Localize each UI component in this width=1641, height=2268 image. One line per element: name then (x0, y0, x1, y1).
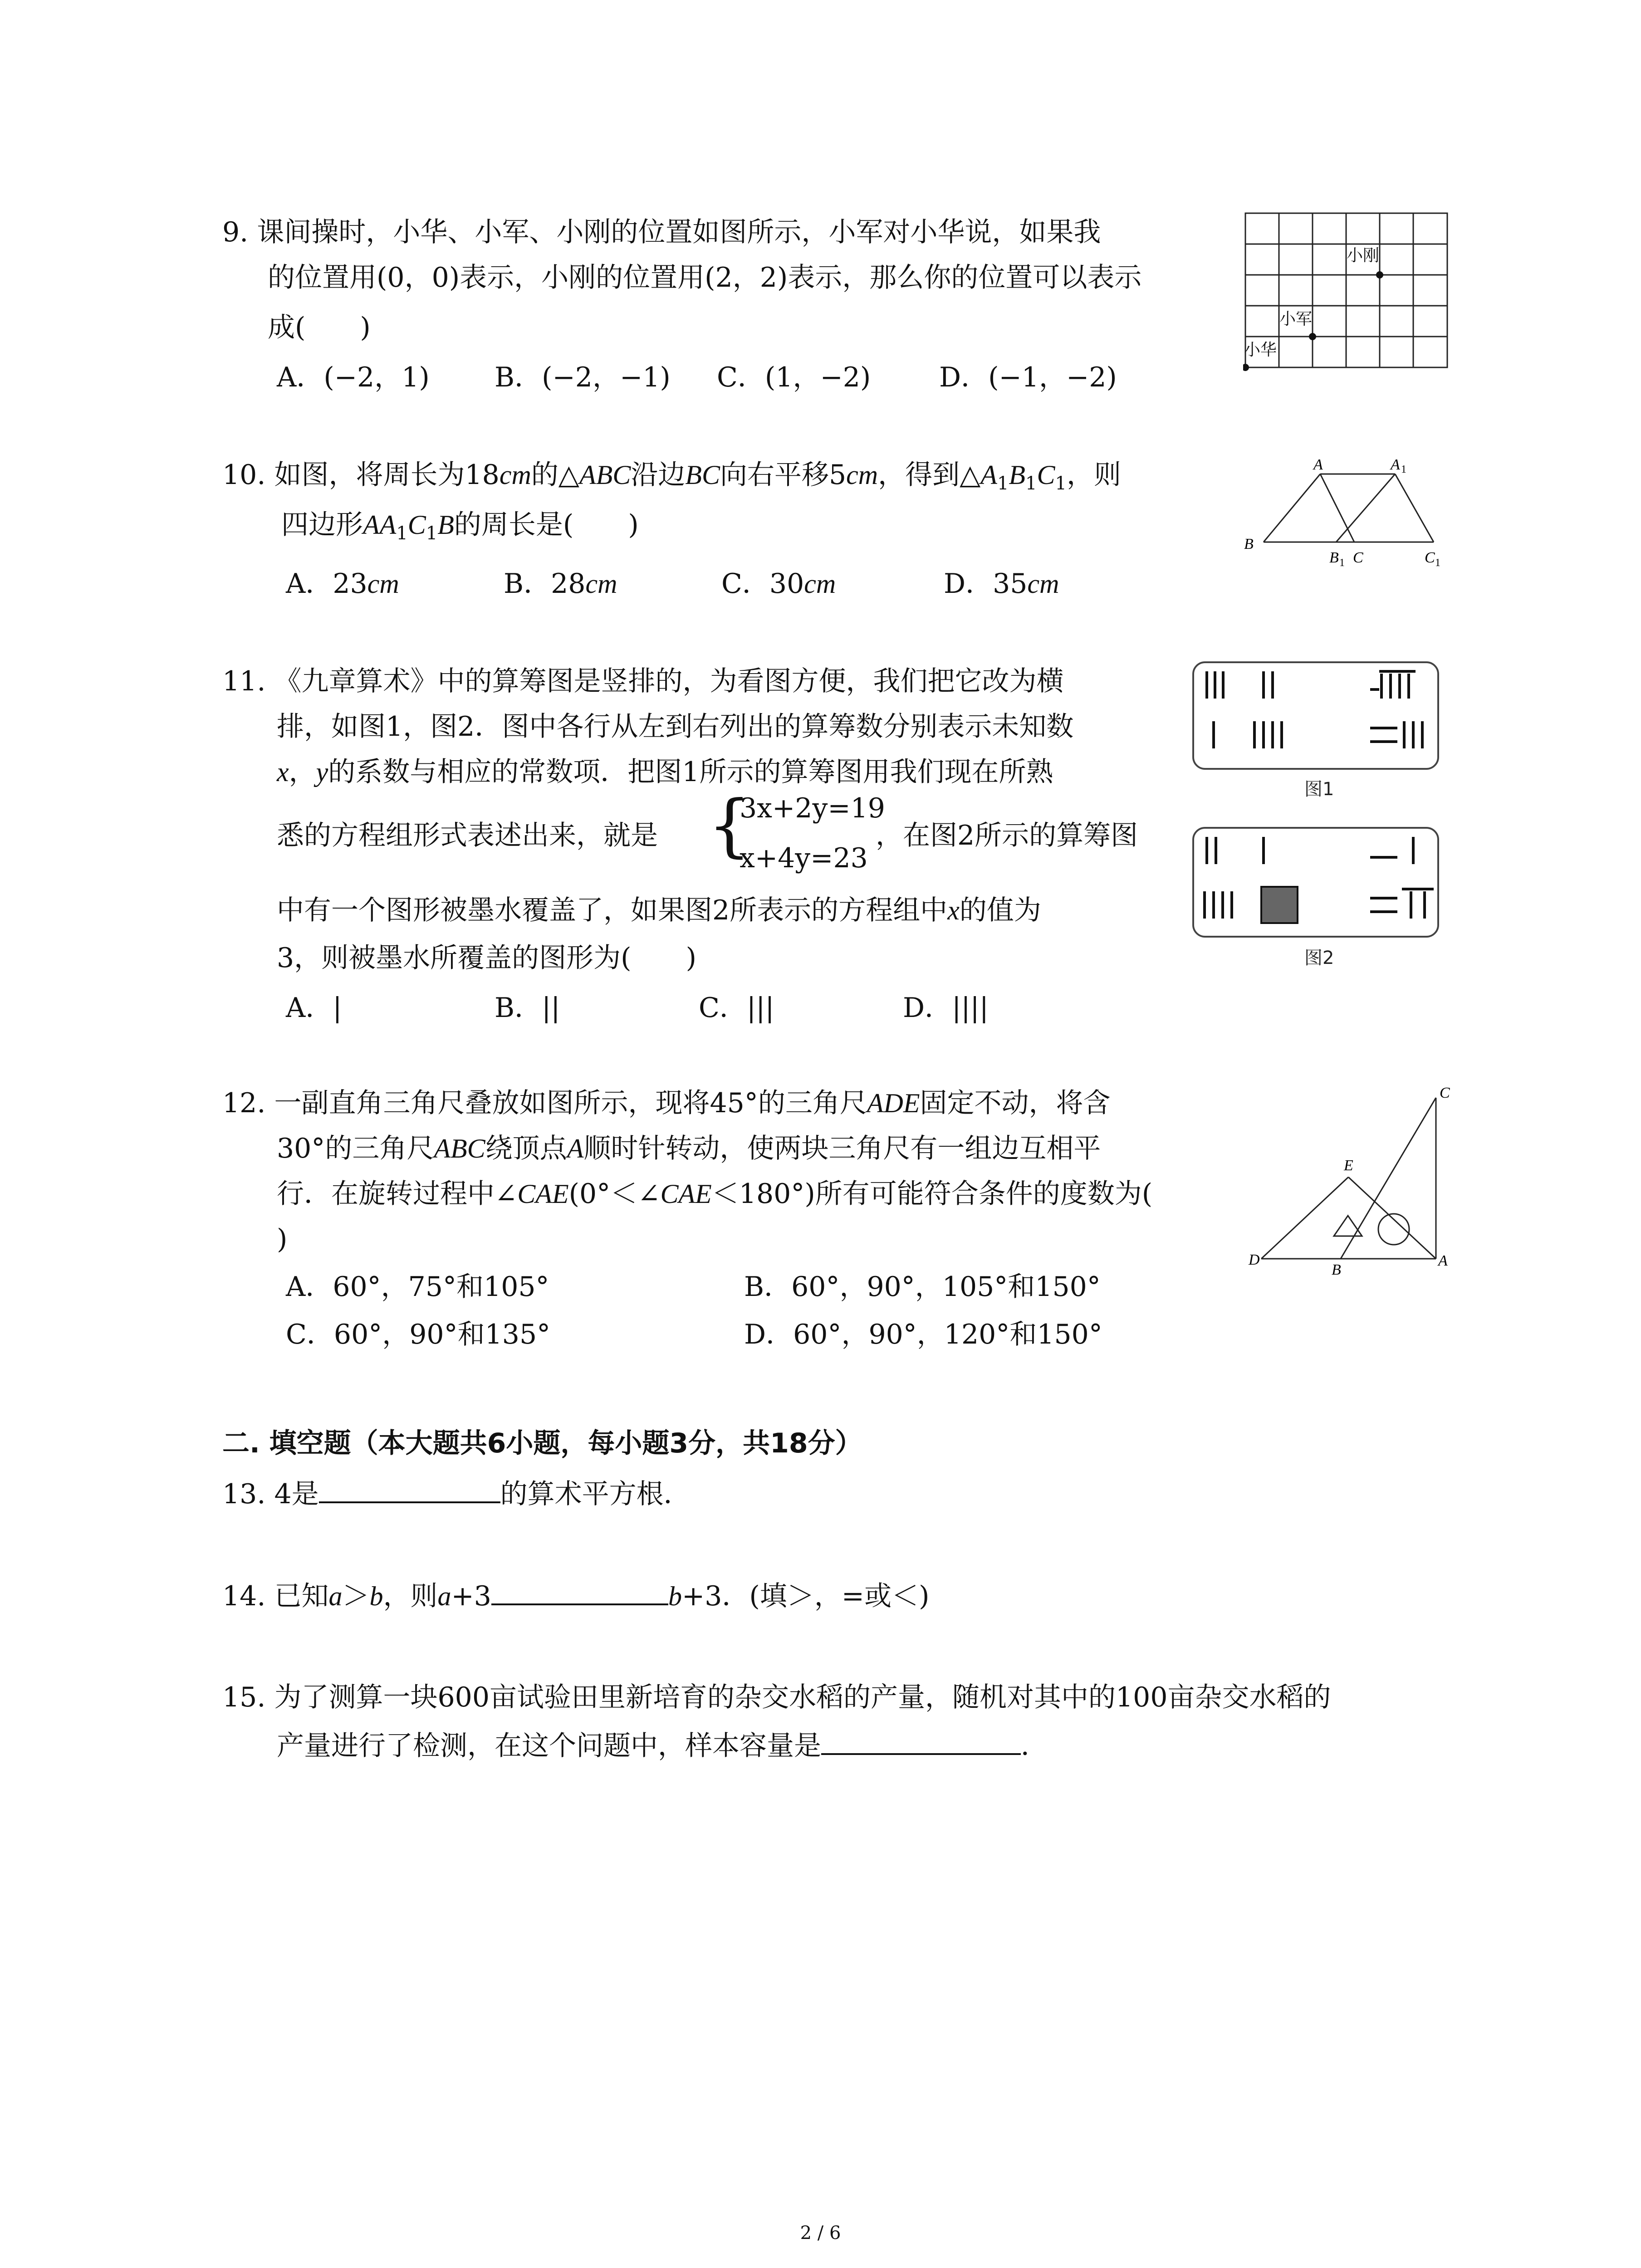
ink-covered-square (1261, 887, 1298, 923)
q11-counting-rods-figures (1189, 660, 1443, 987)
svg-text:E: E (1344, 1157, 1353, 1174)
q11-line-4-end: ，在图2所示的算筹图 (876, 820, 1138, 851)
q15-line-1: 15. 为了测算一块600亩试验田里新培育的杂交水稻的产量，随机对其中的100亩杂交水稻的 (222, 1681, 1331, 1713)
q11-line-2: 排，如图1，图2．图中各行从左到右列出的算筹数分别表示未知数 (277, 711, 1074, 743)
q11-option-a: A．| (286, 992, 342, 1024)
svg-text:B: B (1329, 549, 1339, 566)
svg-text:1: 1 (1435, 557, 1440, 569)
svg-text:B: B (1244, 536, 1254, 552)
q11-line-5: 中有一个图形被墨水覆盖了，如果图2所表示的方程组中x的值为 (277, 894, 1041, 926)
svg-text:B: B (1332, 1261, 1341, 1275)
q12-option-d: D．60°，90°，120°和150° (744, 1319, 1102, 1350)
q12-option-a: A．60°，75°和105° (286, 1271, 549, 1303)
q12-line-2: 30°的三角尺ABC绕顶点A顺时针转动，使两块三角尺有一组边互相平 (277, 1133, 1101, 1164)
q10-option-a: A．23cm (286, 568, 399, 600)
q10-option-c: C．30cm (721, 568, 836, 600)
q14-line: 14. 已知a＞b，则a+3 b+3．(填＞，=或＜) (222, 1576, 930, 1615)
q11-line-6: 3，则被墨水所覆盖的图形为( ) (277, 942, 696, 974)
q9-option-d: D．(−1，−2) (939, 362, 1117, 393)
q11-line-3: x，y的系数与相应的常数项．把图1所示的算筹图用我们现在所熟 (277, 756, 1053, 788)
q9-grid-figure (1243, 211, 1452, 374)
q13-answer-blank[interactable] (319, 1474, 500, 1503)
q9-label-xiaogang: 小刚 (1347, 246, 1380, 265)
svg-text:C: C (1353, 549, 1363, 566)
q9-label-xiaojun: 小军 (1279, 310, 1313, 328)
svg-text:A: A (1391, 456, 1400, 473)
q11-system-brace: { (708, 786, 751, 865)
q9-option-a: A．(−2，1) (277, 362, 430, 393)
section-2-heading: 二. 填空题（本大题共6小题，每小题3分，共18分） (222, 1427, 862, 1459)
q15-answer-blank[interactable] (821, 1726, 1021, 1755)
q12-line-1: 12. 一副直角三角尺叠放如图所示，现将45°的三角尺ADE固定不动，将含 (222, 1087, 1111, 1119)
svg-text:C: C (1440, 1085, 1450, 1101)
q12-line-4: ) (277, 1223, 288, 1255)
q10-option-d: D．35cm (944, 568, 1059, 600)
q10-option-b: B．28cm (504, 568, 617, 600)
q11-option-b: B．|| (495, 992, 560, 1024)
q11-line-1: 11. 《九章算术》中的算筹图是竖排的，为看图方便，我们把它改为横 (222, 665, 1064, 697)
svg-text:D: D (1249, 1251, 1260, 1268)
q14-answer-blank[interactable] (491, 1576, 668, 1605)
q15-line-2: 产量进行了检测，在这个问题中，样本容量是 ． (277, 1726, 1048, 1765)
q11-option-c: C．||| (699, 992, 774, 1024)
q10-line-1: 10. 如图，将周长为18cm的△ABC沿边BC向右平移5cm，得到$\triangle A_1B_1C_1$，则 (222, 459, 1121, 494)
q9-option-c: C．(1，−2) (717, 362, 871, 393)
q9-line-2: 的位置用(0，0)表示，小刚的位置用(2，2)表示，那么你的位置可以表示 (268, 262, 1142, 293)
svg-text:A: A (1313, 456, 1323, 473)
q9-option-b: B．(−2，−1) (495, 362, 671, 393)
q9-label-xiaohua: 小华 (1244, 341, 1277, 359)
svg-text:1: 1 (1401, 464, 1406, 475)
svg-text:A: A (1438, 1252, 1448, 1269)
q11-equation-2: x+4y=23 (740, 842, 868, 874)
svg-text:1: 1 (1339, 557, 1345, 569)
q11-line-4: 悉的方程组形式表述出来，就是 (277, 820, 658, 851)
page-number: 2 / 6 (800, 2223, 841, 2244)
q9-line-3: 成( ) (268, 312, 371, 343)
q12-line-3: 行．在旋转过程中∠CAE(0°＜∠CAE＜180°)所有可能符合条件的度数为( (277, 1178, 1153, 1210)
fig2-caption: 图2 (1304, 948, 1334, 968)
q11-option-d: D．|||| (903, 992, 989, 1024)
q11-equation-1: 3x+2y=19 (740, 792, 885, 824)
svg-text:C: C (1425, 549, 1435, 566)
q10-line-2: 四边形$AA_1C_1B$的周长是( ) (281, 509, 639, 544)
fig1-caption: 图1 (1304, 779, 1334, 800)
q12-triangles-figure (1243, 1080, 1456, 1275)
q12-option-c: C．60°，90°和135° (286, 1319, 551, 1350)
q10-translation-figure (1234, 454, 1461, 572)
q13-line: 13. 4是 的算术平方根． (222, 1474, 691, 1513)
q9-line-1: 9. 课间操时，小华、小军、小刚的位置如图所示，小军对小华说，如果我 (222, 216, 1101, 248)
q12-option-b: B．60°，90°，105°和150° (744, 1271, 1101, 1303)
